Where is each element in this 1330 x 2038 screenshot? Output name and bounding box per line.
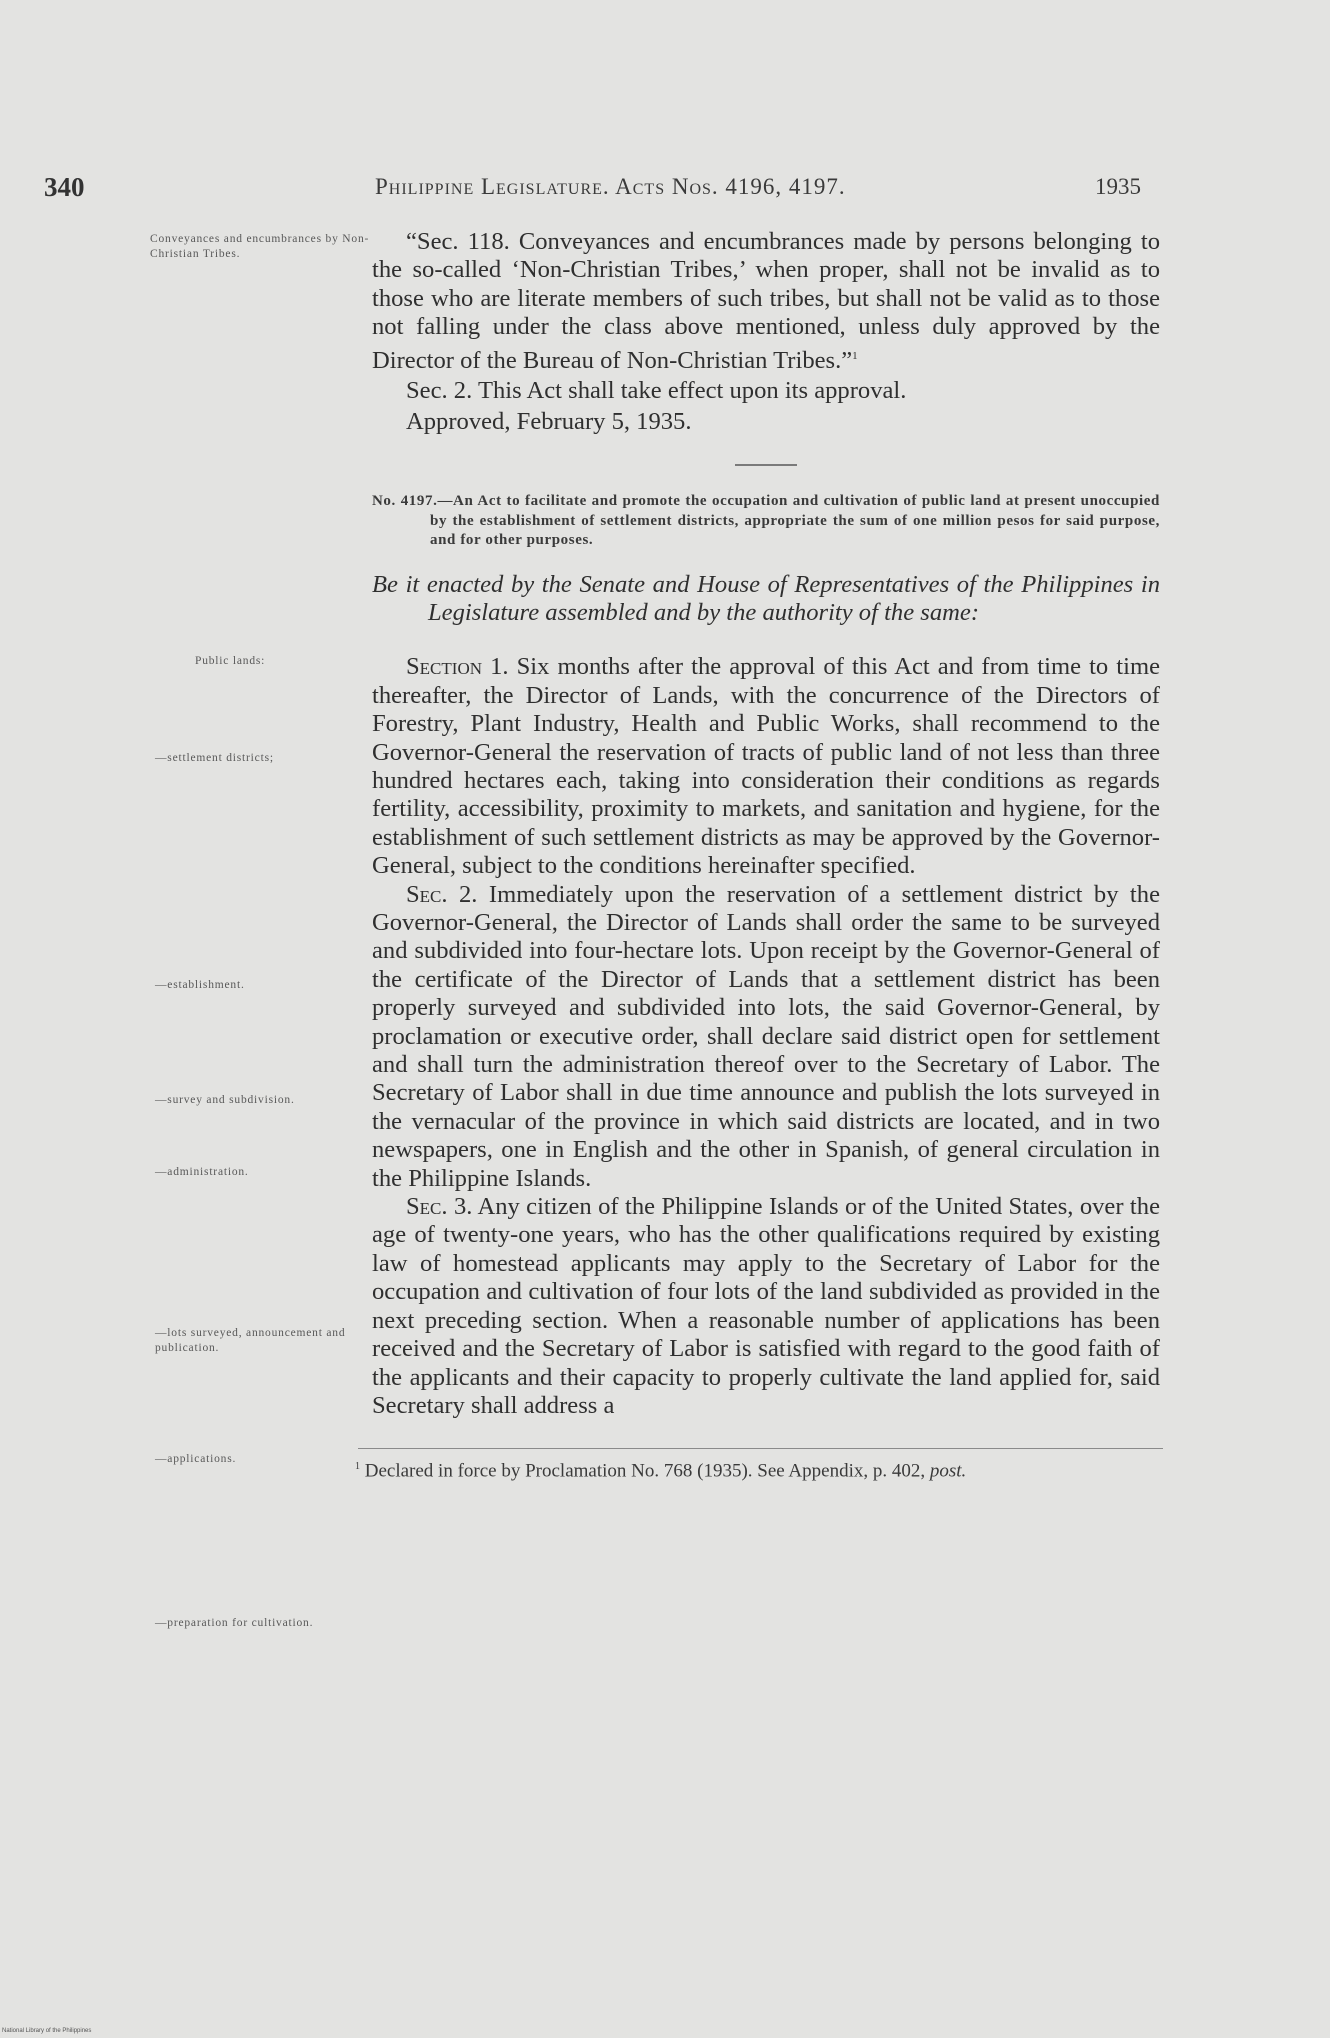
running-head-year: 1935	[1095, 174, 1141, 199]
margin-note-conveyances: Conveyances and encumbrances by Non-Christian Tribes.	[150, 233, 370, 260]
paragraph-section-1: Section 1. Six months after the approval of this Act and from time to time thereafter, the Director of Lands, with the concurrence of the Directors of Forestry, Plant Industry, Health and Public Works, shall recommend to the Governor-General the reservation of tracts of public land of not less than three hundred hectares each, taking into consideration their conditions as regards fertility, accessibility, proximity to markets, and sanitation and hygiene, for the establishment of such settlement districts as may be approved by the Governor-General, subject to the conditions hereinafter specified.	[372, 653, 1160, 880]
paragraph-sec-2-effect: Sec. 2. This Act shall take effect upon its approval.	[406, 377, 907, 405]
margin-note-settlement-districts: —settlement districts;	[155, 752, 274, 764]
section-divider	[735, 464, 797, 466]
act-4197-title: No. 4197.—An Act to facilitate and promote the occupation and cultivation of public land at present unoccupied by the establishment of settlement districts, appropriate the sum of one million pesos for said purpose, and for other purposes.	[372, 493, 1160, 549]
margin-note-applications: —applications.	[155, 1453, 237, 1465]
margin-note-administration: —administration.	[155, 1166, 249, 1178]
approval-date: Approved, February 5, 1935.	[406, 407, 692, 435]
margin-note-survey: —survey and subdivision.	[155, 1094, 295, 1106]
margin-note-public-lands: Public lands:	[195, 655, 266, 667]
paragraph-sec-2: Sec. 2. Immediately upon the reservation of a settlement district by the Governor-General, the Director of Lands shall order the same to be surveyed and subdivided into four-hectare lots. Upon receipt by the Governor-General of the certificate of the Director of Lands that a settlement district has been properly surveyed and subdivided into lots, the said Governor-General, by proclamation or executive order, shall declare said district open for settlement and shall turn the administration thereof over to the Secretary of Labor. The Secretary of Labor shall in due time announce and publish the lots surveyed in the vernacular of the province in which said districts are located, and in two newspapers, one in English and the other in Spanish, of general circulation in the Philippine Islands.	[372, 880, 1160, 1192]
margin-note-preparation: —preparation for cultivation.	[155, 1617, 314, 1629]
paragraph-sec-3: Sec. 3. Any citizen of the Philippine Islands or of the United States, over the age of twenty-one years, who has the other qualifications required by existing law of homestead applicants may apply to the Secretary of Labor for the occupation and cultivation of four lots of the land subdivided as provided in the next preceding section. When a reasonable number of applications has been received and the Secretary of Labor is satisfied with regard to the good faith of the applicants and their capacity to properly cultivate the land applied for, said Secretary shall address a	[372, 1193, 1160, 1419]
footnote-reference: 1	[852, 349, 858, 362]
margin-note-establishment: —establishment.	[155, 979, 245, 991]
footnote: $^1$ Declared in force by Proclamation No. 768 (1935). See Appendix, p. 402, post.	[355, 1460, 967, 1482]
paragraph-sec-118: “Sec. 118. Conveyances and encumbrances made by persons belonging to the so-called ‘Non-Christian Tribes,’ when proper, shall not be invalid as to those who are literate members of such tribes, but shall not be valid as to those not falling under the class above mentioned, unless duly approved by the Director of the Bureau of Non-Christian Tribes.”$^1$	[372, 228, 1160, 374]
running-head	[0, 172, 1330, 212]
margin-note-lots-surveyed: —lots surveyed, announcement and publication.	[155, 1327, 346, 1354]
footnote-rule	[358, 1448, 1163, 1449]
running-head-title: Philippine Legislature. Acts Nos. 4196, 4197.	[375, 174, 846, 199]
enacting-clause: Be it enacted by the Senate and House of Representatives of the Philippines in Legislature assembled and by the authority of the same:	[372, 570, 1160, 626]
page-number: 340	[44, 172, 85, 202]
scan-label: National Library of the Philippines	[2, 2028, 92, 2034]
body-text	[372, 228, 1160, 1420]
